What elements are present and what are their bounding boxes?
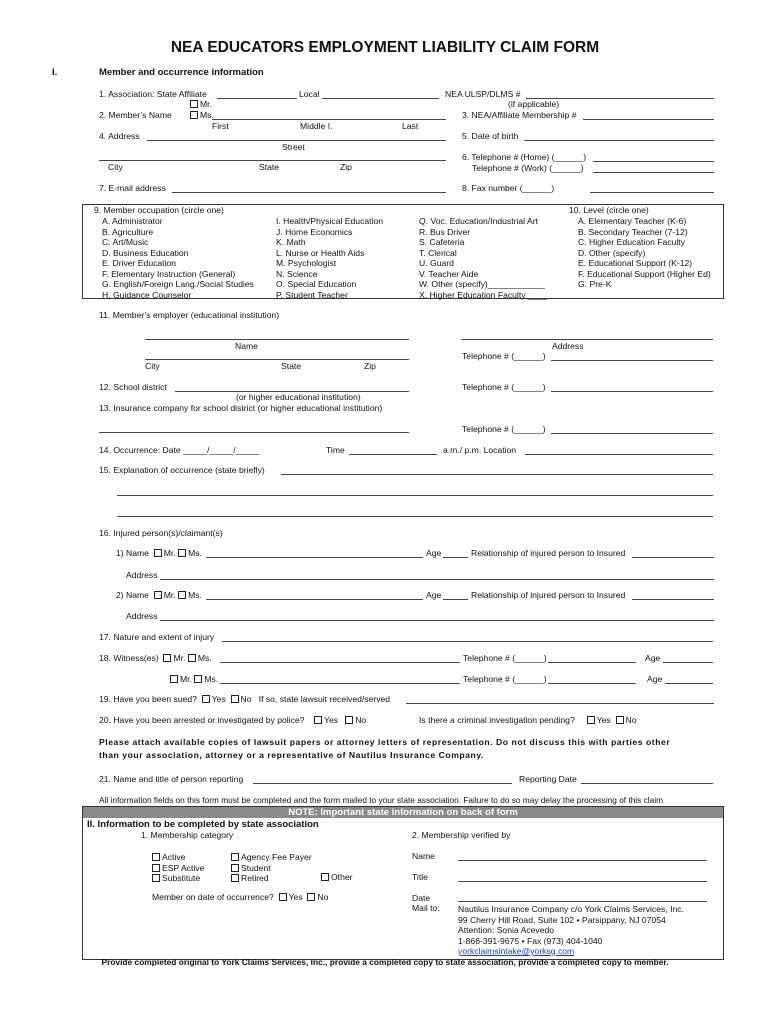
witness2-phone-field[interactable] [548,683,636,684]
witness1-phone-label: Telephone # (______) [463,653,547,663]
employer-address-field[interactable] [461,339,713,340]
employer-zip-sublabel: Zip [364,361,376,371]
occupation-option[interactable]: D. Business Education [102,247,189,258]
active-checkbox[interactable] [152,853,160,861]
occupation-option[interactable]: E. Driver Education [102,258,177,268]
work-phone-label: Telephone # (Work) (______) [472,163,584,173]
injured2-name-field[interactable] [206,599,423,600]
occurrence-time-field[interactable] [349,454,437,455]
witness2-phone-label: Telephone # (______) [463,674,547,684]
street-sublabel: Street [282,142,305,152]
member-name-field[interactable] [212,119,446,120]
membership-number-label: 3. NEA/Affiliate Membership # [462,110,577,120]
occurrence-date-label: 14. Occurrence: Date _____/_____/_____ [99,445,260,455]
injured2-ms-checkbox[interactable] [178,591,186,599]
level-option[interactable]: C. Higher Education Faculty [578,237,685,247]
verifier-title-field[interactable] [458,881,707,882]
occupation-option[interactable]: N. Science [276,268,318,279]
address-label: 4. Address [99,131,140,141]
injured1-address-field[interactable] [160,579,714,580]
state-affiliate-field[interactable] [217,98,297,99]
instruction-line-2: than your association, attorney or a representative of Nautilus Insurance Company. [99,750,484,760]
explanation-line-2[interactable] [117,495,713,496]
verifier-title-label: Title [412,872,428,882]
arrested-no-checkbox[interactable] [345,716,353,724]
footer-instruction: Provide completed original to York Claims Services, Inc., provide a completed copy to state association, provide a completed copy to member. [101,957,669,967]
level-option[interactable]: E. Educational Support (K-12) [578,258,693,268]
occupation-option[interactable]: S. Cafeteria [419,237,465,247]
location-field[interactable] [525,454,713,455]
explanation-line-3[interactable] [117,516,713,517]
witness1-age-label: Age [645,653,661,663]
state-sublabel: State [259,162,280,172]
email-link[interactable]: yorkclaimsintake@yorksg.com [458,946,575,956]
witness-label: 18. Witness(es) Mr. Ms. [99,653,212,663]
email-field[interactable] [172,192,446,193]
injured1-relationship-label: Relationship of injured person to Insured [471,548,626,558]
sued-yes-checkbox[interactable] [202,695,210,703]
employer-name-sublabel: Name [235,341,258,351]
injured1-relationship-field[interactable] [632,557,714,558]
witness1-ms-checkbox[interactable] [188,654,196,662]
active-option[interactable]: Active [152,852,204,863]
insurance-company-field[interactable] [99,432,409,433]
member-no-checkbox[interactable] [307,893,315,901]
zip-sublabel: Zip [340,162,352,172]
injured2-address-field[interactable] [160,620,714,621]
occupation-option[interactable]: T. Clerical [419,247,457,258]
injured1-mr-checkbox[interactable] [154,549,162,557]
occupation-option[interactable]: P. Student Teacher [276,289,348,300]
insurance-phone-field[interactable] [551,433,713,434]
member-on-date-question: Member on date of occurrence? Yes No [152,892,329,902]
location-label: a.m./ p.m. Location [443,445,517,455]
school-district-sublabel: (or higher educational institution) [236,392,361,402]
witness1-name-field[interactable] [220,662,460,663]
occupation-col2 [276,216,383,300]
witness2-ms-checkbox[interactable] [194,675,202,683]
sued-no-checkbox[interactable] [231,695,239,703]
injured1-address-label: Address [126,570,158,580]
employer-city-field[interactable] [145,359,409,360]
level-list [578,216,711,290]
verify-date-field[interactable] [458,901,707,902]
membership-verified-label: 2. Membership verified by [412,830,511,840]
insurance-phone-label: Telephone # (______) [462,424,546,434]
home-phone-label: 6. Telephone # (Home) (______) [462,152,587,162]
injury-nature-label: 17. Nature and extent of injury [99,632,215,642]
middle-sublabel: Middle I. [300,121,333,131]
level-heading: 10. Level (circle one) [569,205,649,215]
instruction-line-1: Please attach available copies of lawsuit papers or attorney letters of representation. Do not discuss this with parties other [99,737,671,747]
occupation-col3 [419,216,547,300]
occupation-option[interactable]: I. Health/Physical Education [276,216,384,226]
injured2-relationship-label: Relationship of injured person to Insured [471,590,626,600]
employer-phone-field[interactable] [551,360,713,361]
arrested-yes-checkbox[interactable] [314,716,322,724]
employer-address-sublabel: Address [552,341,584,351]
student-option[interactable]: Student [231,863,312,874]
ulsp-label: NEA ULSP/DLMS # [445,89,521,99]
level-option[interactable]: A. Elementary Teacher (K-6) [578,216,687,226]
occurrence-time-label: Time [326,445,345,455]
occupation-col1 [102,216,254,300]
fax-label: 8. Fax number (______) [462,183,555,193]
occupation-option[interactable]: V. Teacher Aide [419,268,479,279]
injured2-age-label: Age [426,590,442,600]
mr-checkbox[interactable] [190,100,198,108]
injured1-name-field[interactable] [206,557,423,558]
substitute-option[interactable]: Substitute [152,873,204,884]
injured2-relationship-field[interactable] [632,599,714,600]
occupation-option[interactable]: O. Special Education [276,279,357,289]
mail-line: Attention: Sonia Acevedo [458,925,555,935]
verifier-name-label: Name [412,851,435,861]
witness2-name-field[interactable] [220,683,460,684]
criminal-investigation-question: Is there a criminal investigation pending? Yes No [419,715,637,725]
injured1-ms-checkbox[interactable] [178,549,186,557]
arrested-question: 20. Have you been arrested or investigated by police? Yes No [99,715,367,725]
ms-checkbox[interactable] [190,111,198,119]
student-checkbox[interactable] [231,864,239,872]
insurance-company-label: 13. Insurance company for school district (or higher educational institution) [99,403,383,413]
agency-fee-checkbox[interactable] [231,853,239,861]
mr-option[interactable]: Mr. [190,100,212,109]
reporting-date-label: Reporting Date [519,774,577,784]
mail-line: 99 Cherry Hill Road, Suite 102 • Parsippany, NJ 07054 [458,914,666,925]
work-phone-field[interactable] [593,172,714,173]
local-label: Local [299,89,320,99]
witness1-mr-checkbox[interactable] [163,654,171,662]
witness2-label: Mr. Ms. [170,675,218,684]
explanation-label: 15. Explanation of occurrence (state briefly) [99,465,265,475]
employer-phone-label: Telephone # (______) [462,351,546,361]
witness1-age-field[interactable] [663,662,713,663]
witness2-mr-checkbox[interactable] [170,675,178,683]
verify-date-label: Date [412,893,431,903]
injured-label: 16. Injured person(s)/claimant(s) [99,528,223,538]
occupation-option[interactable]: A. Administrator [102,216,163,226]
occupation-option[interactable]: R. Bus Driver [419,226,471,237]
level-option[interactable]: G. Pre-K [578,279,612,289]
occupation-option[interactable]: B. Agriculture [102,226,154,237]
category-col2 [231,852,312,884]
employer-label: 11. Member’s employer (educational institution) [99,310,280,320]
reporter-label: 21. Name and title of person reporting [99,774,244,784]
membership-category-label: 1. Membership category [141,830,234,840]
sued-question: 19. Have you been sued? Yes No If so, state lawsuit received/served [99,694,391,704]
occupation-option[interactable]: M. Psychologist [276,258,337,268]
substitute-checkbox[interactable] [152,874,160,882]
retired-option[interactable]: Retired [231,873,312,884]
lawsuit-served-field[interactable] [406,703,714,704]
member-name-label: 2. Member’s Name [99,110,172,120]
agency-fee-option[interactable]: Agency Fee Payer [231,852,312,863]
occupation-option[interactable]: F. Elementary Instruction (General) [102,268,236,279]
association-label: 1. Association: State Affiliate [99,89,207,99]
mail-line: Nautilus Insurance Company c/o York Claims Services, Inc. [458,904,684,914]
injured2-age-field[interactable] [443,599,468,600]
occupation-option[interactable]: G. English/Foreign Lang./Social Studies [102,279,254,289]
occupation-option[interactable]: C. Art/Music [102,237,149,247]
other-option[interactable]: Other [321,873,353,882]
city-state-zip-field[interactable] [99,160,446,161]
occupation-heading: 9. Member occupation (circle one) [94,205,224,215]
explanation-line-1[interactable] [281,474,713,475]
employer-city-sublabel: City [145,361,160,371]
email-label: 7. E-mail address [99,183,166,193]
employer-name-field[interactable] [145,339,409,340]
home-phone-field[interactable] [593,161,714,162]
injured2-address-label: Address [126,611,158,621]
employer-state-sublabel: State [281,361,302,371]
esp-active-option[interactable]: ESP Active [152,863,204,874]
mail-address-block [458,904,684,957]
district-phone-label: Telephone # (______) [462,382,546,392]
injury-nature-field[interactable] [222,641,713,642]
category-col1 [152,852,204,884]
section-heading: Member and occurrence information [99,67,264,78]
city-sublabel: City [108,162,123,172]
occupation-option[interactable]: L. Nurse or Health Aids [276,247,365,258]
district-phone-field[interactable] [551,391,713,392]
injured1-name-label: 1) Name Mr. Ms. [116,548,202,558]
injured1-age-label: Age [426,548,442,558]
all-info-notice: All information fields on this form must be completed and the form mailed to your state association. Failure to do so may delay the processing of this claim [99,795,663,805]
occupation-option[interactable]: J. Home Economics [276,226,353,237]
ms-option[interactable]: Ms. [190,111,214,120]
reporter-field[interactable] [253,783,512,784]
occupation-option[interactable]: U. Guard [419,258,454,268]
membership-number-field[interactable] [583,119,714,120]
section-number: I. [52,67,58,78]
injured2-name-label: 2) Name Mr. Ms. [116,590,202,600]
level-option[interactable]: F. Educational Support (Higher Ed) [578,268,711,279]
dob-label: 5. Date of birth [462,131,519,141]
witness2-age-field[interactable] [665,683,713,684]
if-applicable-note: (if applicable) [508,99,560,109]
occupation-option[interactable]: W. Other (specify)____________ [419,279,546,289]
occupation-option[interactable]: H. Guidance Counselor [102,289,192,300]
dob-field[interactable] [524,140,714,141]
local-field[interactable] [322,98,439,99]
investigation-no-checkbox[interactable] [616,716,624,724]
first-sublabel: First [212,121,229,131]
school-district-label: 12. School district [99,382,167,392]
reporting-date-field[interactable] [581,783,713,784]
fax-field[interactable] [590,192,714,193]
other-checkbox[interactable] [321,873,329,881]
injured2-mr-checkbox[interactable] [154,591,162,599]
witness1-phone-field[interactable] [548,662,636,663]
investigation-yes-checkbox[interactable] [587,716,595,724]
address-field[interactable] [147,140,446,141]
verifier-name-field[interactable] [458,860,707,861]
page-title: NEA EDUCATORS EMPLOYMENT LIABILITY CLAIM FORM [170,39,600,56]
level-option[interactable]: B. Secondary Teacher (7-12) [578,226,688,237]
occupation-option[interactable]: X. Higher Education Faculty ____ [419,289,548,300]
section2-heading: II. Information to be completed by state association [87,819,319,830]
witness2-age-label: Age [647,674,663,684]
retired-checkbox[interactable] [231,874,239,882]
mail-line: 1-866-391-9675 • Fax (973) 404-1040 [458,935,603,946]
member-yes-checkbox[interactable] [279,893,287,901]
occupation-option[interactable]: K. Math [276,237,306,247]
last-sublabel: Last [402,121,419,131]
level-option[interactable]: D. Other (specify) [578,247,646,258]
injured1-age-field[interactable] [443,557,468,558]
note-banner: NOTE: Important state information on back of form [83,807,723,818]
mail-to-label: Mail to: [412,903,440,913]
occupation-option[interactable]: Q. Voc. Education/Industrial Art [419,216,538,226]
esp-active-checkbox[interactable] [152,864,160,872]
